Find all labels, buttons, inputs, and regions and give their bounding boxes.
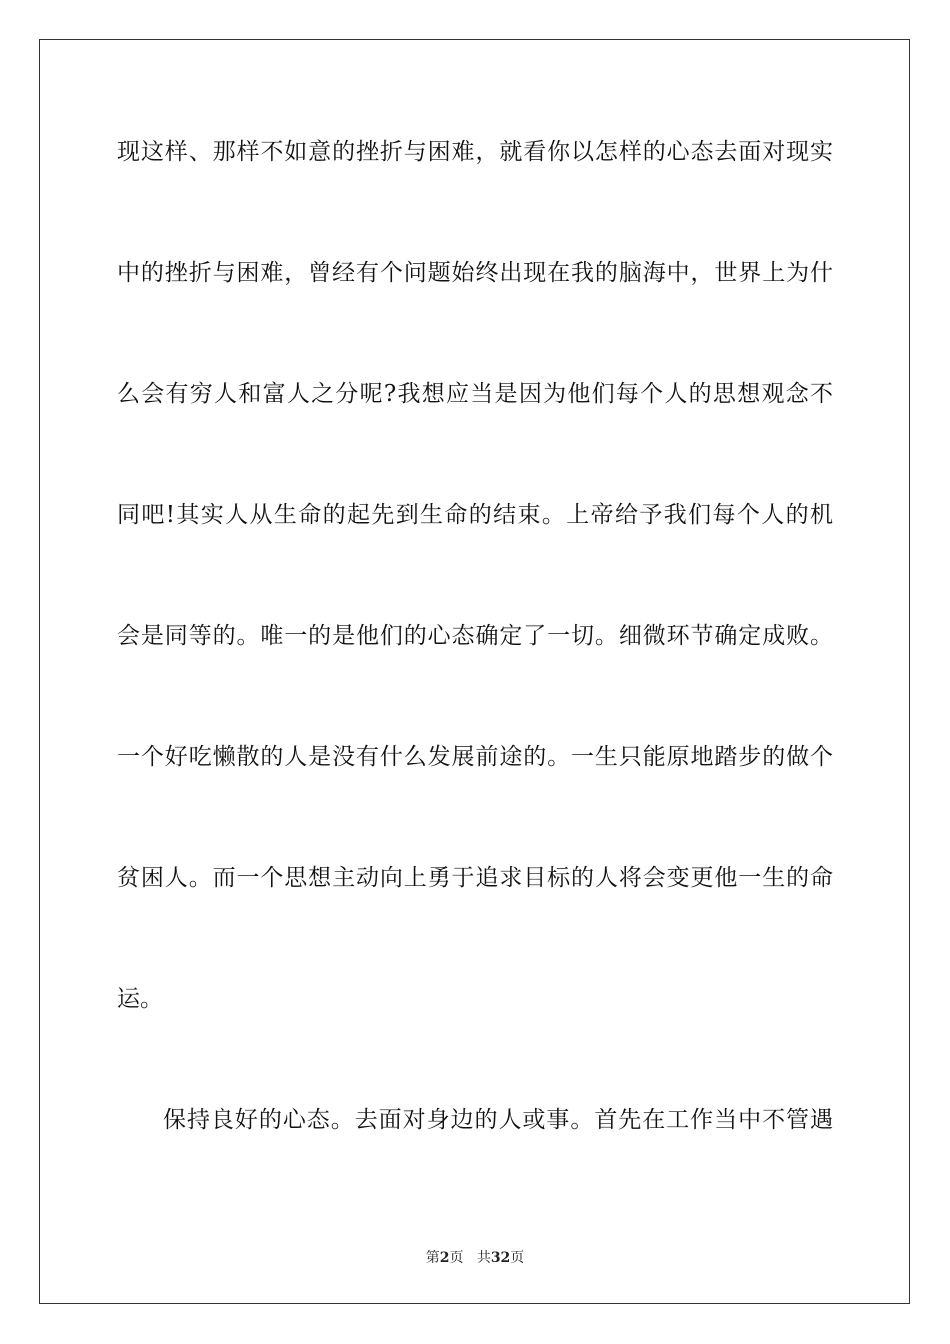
paragraph-line-2: 中的挫折与困难，曾经有个问题始终出现在我的脑海中，世界上为什 bbox=[117, 260, 833, 286]
total-suffix: 页 bbox=[510, 1250, 525, 1266]
paragraph-line-3: 么会有穷人和富人之分呢?我想应当是因为他们每个人的思想观念不 bbox=[117, 381, 833, 407]
total-prefix: 共 bbox=[476, 1250, 491, 1266]
page-suffix: 页 bbox=[449, 1250, 464, 1266]
paragraph-line-7: 贫困人。而一个思想主动向上勇于追求目标的人将会变更他一生的命 bbox=[117, 865, 833, 891]
paragraph-line-6: 一个好吃懒散的人是没有什么发展前途的。一生只能原地踏步的做个 bbox=[117, 744, 833, 770]
total-pages: 32 bbox=[490, 1250, 511, 1266]
page-footer bbox=[0, 1247, 950, 1267]
paragraph-2-line-1: 保持良好的心态。去面对身边的人或事。首先在工作当中不管遇 bbox=[163, 1107, 833, 1133]
paragraph-line-1: 现这样、那样不如意的挫折与困难，就看你以怎样的心态去面对现实 bbox=[117, 139, 833, 165]
paragraph-line-4: 同吧!其实人从生命的起先到生命的结束。上帝给予我们每个人的机 bbox=[117, 502, 833, 528]
paragraph-line-8: 运。 bbox=[117, 986, 163, 1012]
paragraph-line-5: 会是同等的。唯一的是他们的心态确定了一切。细微环节确定成败。 bbox=[117, 623, 833, 649]
page-prefix: 第 bbox=[425, 1250, 440, 1266]
page-number: 2 bbox=[439, 1250, 450, 1266]
